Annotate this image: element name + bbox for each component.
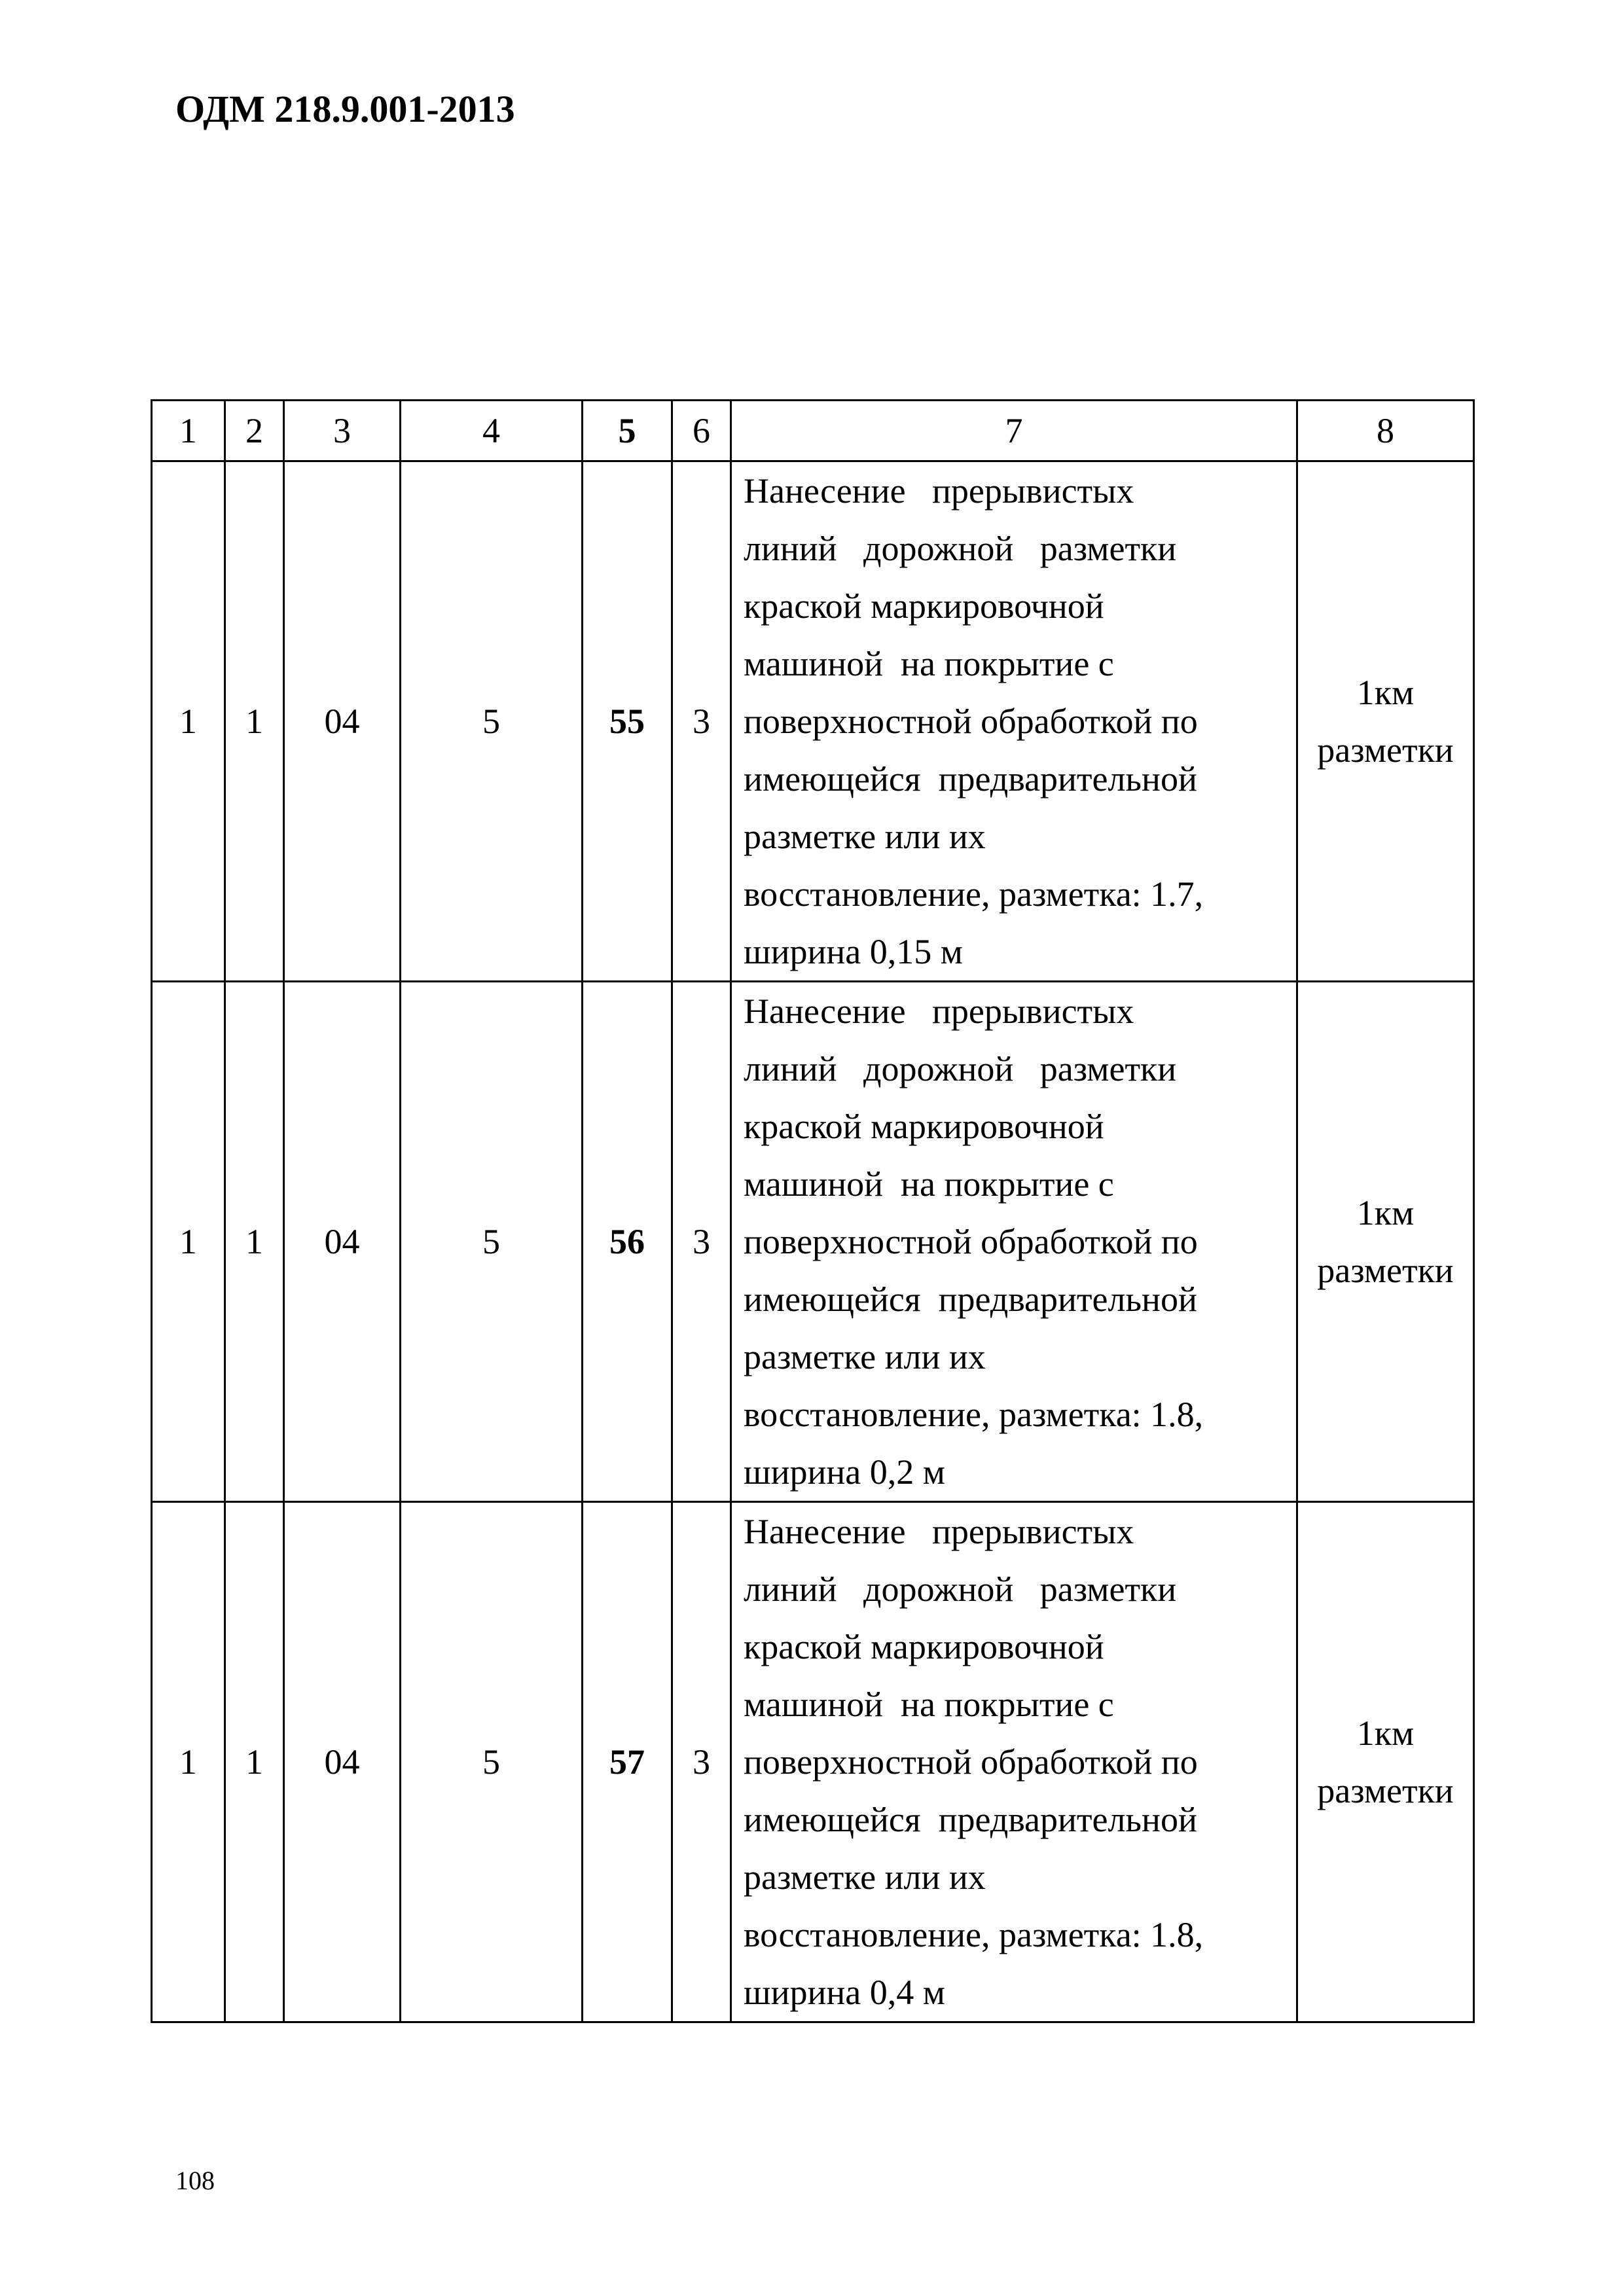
description-line: машиной на покрытие с	[744, 644, 1114, 683]
cell-col-6: 3	[672, 461, 731, 982]
cell-col-3: 04	[284, 982, 401, 1502]
cell-col-1: 1	[152, 1502, 225, 2022]
table-row	[152, 982, 1474, 1502]
cell-col-2: 1	[225, 461, 284, 982]
description-line: Нанесение прерывистых	[744, 1512, 1134, 1551]
description-line: восстановление, разметка: 1.8,	[744, 1395, 1204, 1434]
unit-line: разметки	[1317, 1251, 1454, 1290]
description-line: Нанесение прерывистых	[744, 471, 1134, 511]
column-number-2: 2	[225, 401, 284, 461]
table-row	[152, 1502, 1474, 2022]
unit-line: 1км	[1356, 1193, 1415, 1232]
cell-col-5: 57	[583, 1502, 672, 2022]
description-line: ширина 0,2 м	[744, 1452, 945, 1492]
description-line: восстановление, разметка: 1.8,	[744, 1915, 1204, 1954]
cell-col-1: 1	[152, 461, 225, 982]
cell-col-4: 5	[401, 461, 583, 982]
description-line: линий дорожной разметки	[744, 1049, 1177, 1088]
column-number-6: 6	[672, 401, 731, 461]
column-number-4: 4	[401, 401, 583, 461]
description-line: линий дорожной разметки	[744, 529, 1177, 568]
cell-col-6: 3	[672, 982, 731, 1502]
description-line: машиной на покрытие с	[744, 1164, 1114, 1204]
description-line: поверхностной обработкой по	[744, 1222, 1198, 1261]
cell-col-5: 56	[583, 982, 672, 1502]
description-line: разметке или их	[744, 1337, 986, 1376]
table-row	[152, 461, 1474, 982]
cell-description	[731, 982, 1297, 1502]
unit-line: 1км	[1356, 673, 1415, 712]
rates-table	[151, 399, 1475, 2023]
description-line: имеющейся предварительной	[744, 759, 1197, 798]
cell-col-4: 5	[401, 1502, 583, 2022]
cell-unit	[1297, 1502, 1474, 2022]
description-line: имеющейся предварительной	[744, 1280, 1197, 1319]
cell-unit	[1297, 461, 1474, 982]
document-code-header: ОДМ 218.9.001-2013	[175, 88, 515, 130]
column-number-8: 8	[1297, 401, 1474, 461]
column-number-1: 1	[152, 401, 225, 461]
description-line: ширина 0,15 м	[744, 932, 963, 971]
cell-unit	[1297, 982, 1474, 1502]
cell-col-4: 5	[401, 982, 583, 1502]
cell-col-5: 55	[583, 461, 672, 982]
unit-line: разметки	[1317, 730, 1454, 770]
description-line: поверхностной обработкой по	[744, 702, 1198, 741]
cell-description	[731, 1502, 1297, 2022]
description-line: ширина 0,4 м	[744, 1973, 945, 2012]
cell-col-2: 1	[225, 982, 284, 1502]
cell-col-2: 1	[225, 1502, 284, 2022]
description-line: разметке или их	[744, 817, 986, 856]
description-line: краской маркировочной	[744, 586, 1104, 626]
cell-col-3: 04	[284, 1502, 401, 2022]
description-line: машиной на покрытие с	[744, 1685, 1114, 1724]
description-line: краской маркировочной	[744, 1107, 1104, 1146]
description-line: краской маркировочной	[744, 1627, 1104, 1666]
cell-col-6: 3	[672, 1502, 731, 2022]
page-number: 108	[175, 2166, 215, 2195]
table-header-row	[152, 401, 1474, 461]
cell-col-1: 1	[152, 982, 225, 1502]
description-line: восстановление, разметка: 1.7,	[744, 874, 1204, 914]
column-number-7: 7	[731, 401, 1297, 461]
unit-line: 1км	[1356, 1713, 1415, 1753]
description-line: Нанесение прерывистых	[744, 992, 1134, 1031]
description-line: линий дорожной разметки	[744, 1570, 1177, 1609]
description-line: имеющейся предварительной	[744, 1800, 1197, 1839]
description-line: разметке или их	[744, 1857, 986, 1897]
description-line: поверхностной обработкой по	[744, 1742, 1198, 1782]
cell-col-3: 04	[284, 461, 401, 982]
cell-description	[731, 461, 1297, 982]
unit-line: разметки	[1317, 1771, 1454, 1810]
column-number-3: 3	[284, 401, 401, 461]
column-number-5: 5	[583, 401, 672, 461]
